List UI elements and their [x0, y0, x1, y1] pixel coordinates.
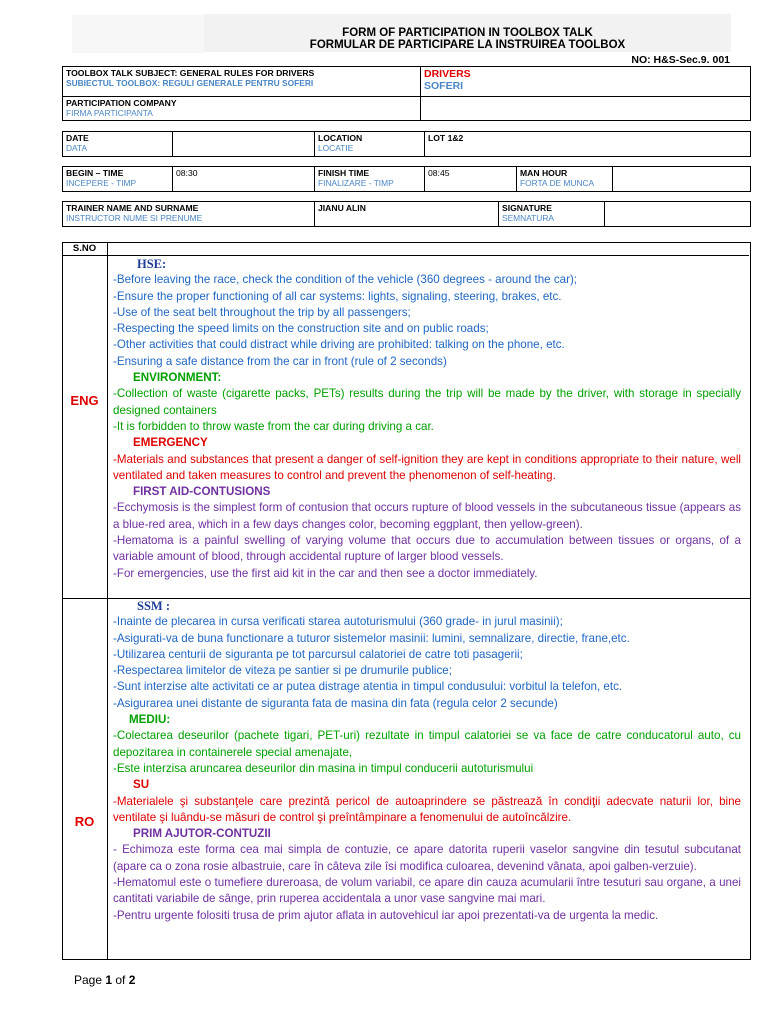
signature-cell: [499, 202, 605, 227]
eng-hse-title: HSE:: [137, 257, 167, 271]
finish-label: FINISH TIME: [318, 168, 370, 178]
location-label-ro: LOCATIE: [318, 143, 354, 153]
begin-cell: [63, 167, 173, 192]
ro-ssm-item: -Sunt interzise alte activitati ce ar putea distrage atentia in timpul condusului: vorbitul la telefon, etc.: [113, 680, 623, 694]
subject-value-cell[interactable]: [421, 67, 751, 97]
ro-mediu-title: MEDIU:: [129, 713, 171, 727]
form-title-ro: FORMULAR DE PARTICIPARE LA INSTRUIREA TOOLBOX: [309, 39, 626, 51]
trainer-label-ro: INSTRUCTOR NUME SI PRENUME: [66, 213, 203, 223]
company-label: PARTICIPATION COMPANY: [66, 98, 177, 108]
subject-table: [62, 66, 751, 121]
ro-prim-ajutor-item: -Pentru urgente folositi trusa de prim ajutor aflata in autovehicul iar apoi prezentati-va de urgenta la medic.: [113, 908, 659, 922]
eng-first-aid-item: -For emergencies, use the first aid kit in the car and then see a doctor immediately.: [113, 566, 538, 580]
ro-ssm-item: -Asigurarea unei distante de siguranta fata de masina din fata (regula celor 2 secunde): [113, 696, 558, 710]
subject-label-ro: SUBIECTUL TOOLBOX: REGULI GENERALE PENTRU SOFERI: [66, 78, 314, 88]
location-label: LOCATION: [318, 133, 363, 143]
location-value[interactable]: LOT 1&2: [425, 132, 751, 157]
lang-label-ro: RO: [74, 814, 95, 829]
eng-first-aid-title: FIRST AID-CONTUSIONS: [133, 485, 271, 499]
content-header-blank: [108, 242, 749, 256]
signature-label-ro: SEMNATURA: [502, 213, 554, 223]
subject-label: TOOLBOX TALK SUBJECT: GENERAL RULES FOR DRIVERS: [66, 68, 315, 78]
trainer-label: TRAINER NAME AND SURNAME: [66, 203, 199, 213]
manhour-label-ro: FORTA DE MUNCA: [520, 178, 595, 188]
ro-ssm-item: -Asigurati-va de buna functionare a tuturor sistemelor masinii: lumini, semnalizare, directie, frane,etc.: [113, 631, 630, 645]
sno-header: S.NO: [62, 242, 108, 256]
date-location-table: [62, 131, 751, 157]
signature-label: SIGNATURE: [502, 203, 552, 213]
eng-first-aid-item: -Hematoma is a painful swelling of varying volume that occurs due to accumulation between tissues or organs, of a variable amount of blood, through accidental rupture of larger blood vessels.: [113, 534, 741, 564]
subject-cell: [63, 67, 421, 97]
finish-cell: [315, 167, 425, 192]
location-cell: [315, 132, 425, 157]
company-label-ro: FIRMA PARTICIPANTA: [66, 108, 153, 118]
time-table: [62, 166, 751, 192]
eng-env-title: ENVIRONMENT:: [133, 371, 222, 385]
eng-hse-item: -Use of the seat belt throughout the trip by all passengers;: [113, 305, 411, 319]
ro-su-item: -Materialele şi substanţele care prezintă pericol de autoaprindere se păstrează în condiţii adecvate naturii lor, bine ventilate şi luându-se măsuri de control şi preîntâmpinare a fenomenului de autoîncălzire.: [113, 794, 741, 824]
ro-prim-ajutor-title: PRIM AJUTOR-CONTUZII: [133, 827, 271, 841]
ro-ssm-item: -Inainte de plecarea in cursa verificati starea autoturismului (360 grade- in jurul masinii);: [113, 615, 563, 629]
manhour-label: MAN HOUR: [520, 168, 568, 178]
company-cell: [63, 97, 421, 121]
eng-env-item: -Collection of waste (cigarette packs, PETs) results during the trip will be made by the driver, with storage in specially designed containers: [113, 387, 741, 417]
form-title-en: FORM OF PARTICIPATION IN TOOLBOX TALK: [342, 27, 593, 39]
eng-content: [113, 256, 741, 582]
manhour-cell: [517, 167, 613, 192]
page-footer: [74, 973, 135, 987]
company-logo: [72, 15, 204, 53]
lang-label-eng: ENG: [70, 393, 99, 408]
date-label: DATE: [66, 133, 89, 143]
eng-emergency-item: -Materials and substances that present a danger of self-ignition they are kept in conditions appropriate to their nature, well ventilated and taken measures to control and prevent the phenomenon of self-heating.: [113, 452, 741, 482]
trainer-value[interactable]: JIANU ALIN: [315, 202, 499, 227]
begin-label-ro: INCEPERE - TIMP: [66, 178, 137, 188]
ro-ssm-title: SSM :: [137, 599, 170, 613]
page-word: Page: [74, 973, 106, 987]
ro-ssm-item: -Respectarea limitelor de viteza pe santier si pe drumurile publice;: [113, 664, 452, 678]
eng-hse-item: -Respecting the speed limits on the construction site and on public roads;: [113, 322, 489, 336]
eng-env-item: -It is forbidden to throw waste from the car during driving a car.: [113, 419, 434, 433]
ro-prim-ajutor-item: - Echimoza este forma cea mai simpla de contuzie, ce apare datorita ruperii vaselor sangvine din tesutul subcutanat (apare ca o zona rosie albastruie, care în câteva zile îsi modifica culoarea, devenind vânata, apoi galben-verzuie).: [113, 843, 741, 873]
eng-hse-item: -Ensure the proper functioning of all car systems: lights, signaling, steering, brakes, etc.: [113, 289, 562, 303]
begin-value[interactable]: 08:30: [173, 167, 315, 192]
ro-mediu-item: -Colectarea deseurilor (pachete tigari, PET-uri) rezultate in timpul calatoriei se va face de catre conducatorul auto, cu depozitarea in containerele special amenajate,: [113, 729, 741, 759]
eng-hse-item: -Before leaving the race, check the condition of the vehicle (360 degrees - around the car);: [113, 273, 578, 287]
ro-prim-ajutor-item: -Hematomul este o tumefiere dureroasa, de volum variabil, ce apare din cauza acumularii între tesuturi sau organe, a unei cantitati variabile de sânge, prin ruperea accidentala a unor vase sangvine mai mari.: [113, 876, 741, 906]
subject-value-ro: SOFERI: [424, 80, 464, 92]
ro-ssm-item: -Utilizarea centurii de siguranta pe tot parcursul calatoriei de catre toti pasagerii;: [113, 647, 523, 661]
page-total: 2: [128, 973, 136, 987]
column-divider: [107, 242, 108, 960]
page-number: 1: [105, 973, 113, 987]
finish-label-ro: FINALIZARE - TIMP: [318, 178, 394, 188]
eng-emergency-title: EMERGENCY: [133, 436, 208, 450]
ro-content: [113, 598, 741, 924]
trainer-table: [62, 201, 751, 227]
date-label-ro: DATA: [66, 143, 88, 153]
manhour-value[interactable]: [613, 167, 751, 192]
begin-label: BEGIN – TIME: [66, 168, 124, 178]
ro-su-title: SU: [133, 778, 150, 792]
eng-first-aid-item: -Ecchymosis is the simplest form of contusion that occurs rupture of blood vessels in the subcutaneous tissue (appears as a blue-red area, which in a few days changes color, becoming eggplant, then yellow-green).: [113, 501, 741, 531]
eng-hse-item: -Ensuring a safe distance from the car in front (rule of 2 seconds): [113, 354, 447, 368]
subject-value: DRIVERS: [424, 68, 471, 80]
date-value[interactable]: [173, 132, 315, 157]
trainer-cell: [63, 202, 315, 227]
finish-value[interactable]: 08:45: [425, 167, 517, 192]
date-cell: [63, 132, 173, 157]
company-value[interactable]: [421, 97, 751, 121]
signature-value[interactable]: [605, 202, 751, 227]
ro-mediu-item: -Este interzisa aruncarea deseurilor din masina in timpul conducerii autoturismului: [113, 761, 534, 775]
eng-hse-item: -Other activities that could distract while driving are prohibited: talking on the phone, etc.: [113, 338, 565, 352]
document-number: NO: H&S-Sec.9. 001: [631, 54, 730, 66]
of-word: of: [112, 973, 129, 987]
